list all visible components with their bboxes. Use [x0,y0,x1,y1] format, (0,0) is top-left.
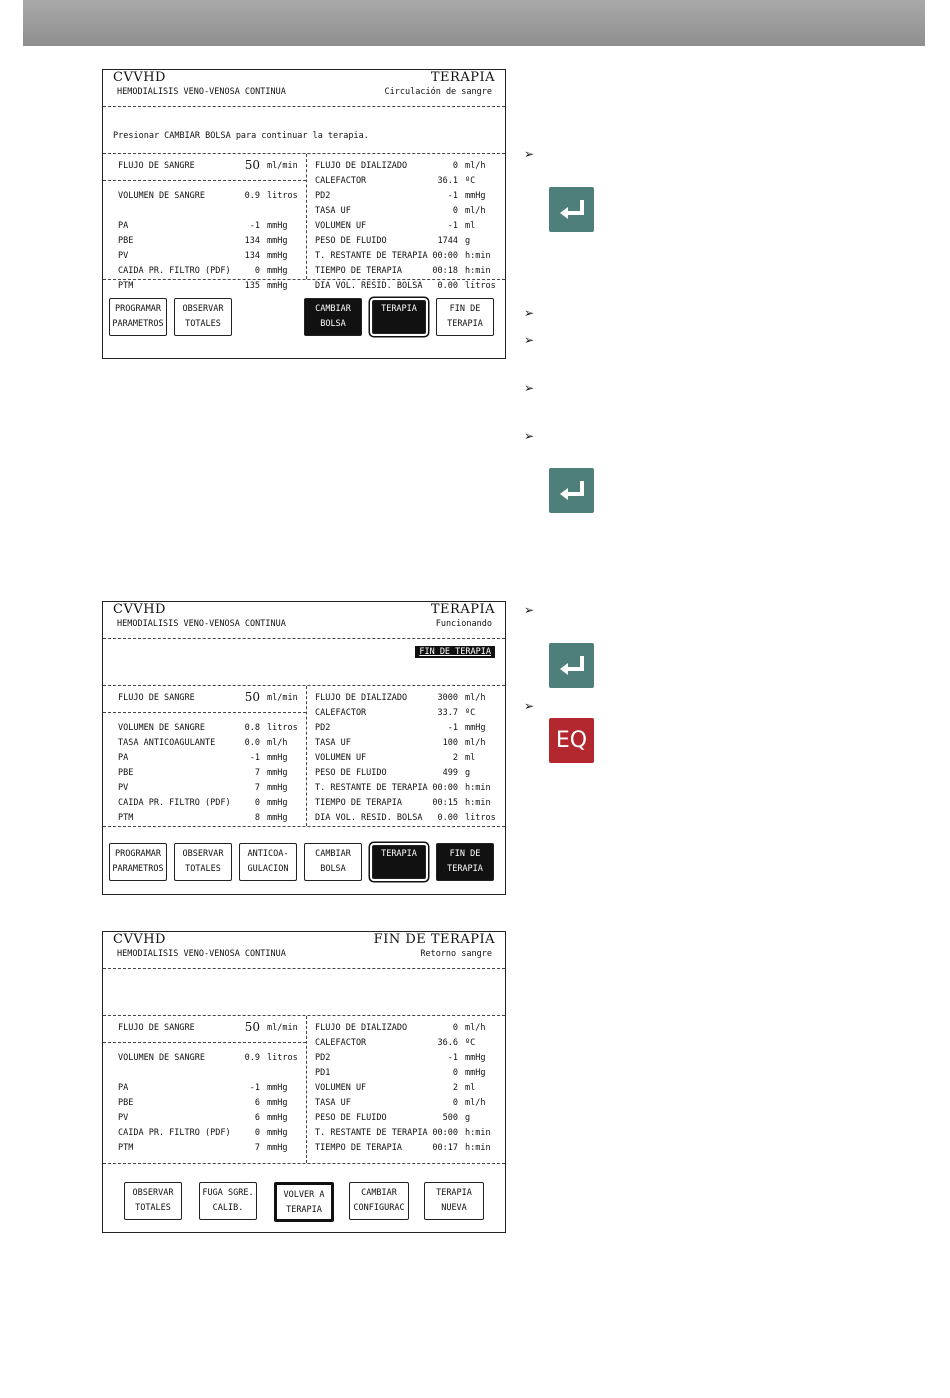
row-label: CALEFACTOR [315,708,367,718]
blood-flow-unit: ml/min [267,161,298,171]
row-unit: mmHg [267,1098,288,1108]
data-row [308,264,505,279]
row-unit: ºC [465,176,476,186]
data-row [103,1081,306,1096]
button-line: PROGRAMAR [114,849,162,859]
data-row [103,1096,306,1111]
observar-totales-button[interactable] [174,298,232,336]
terapia-nueva-button[interactable] [424,1182,484,1220]
row-label: TIEMPO DE TERAPIA [315,1143,402,1153]
button-line: FUGA SGRE. [202,1188,254,1198]
screen-therapy-running [102,601,506,895]
row-label: PA [118,221,129,231]
blood-flow-label: FLUJO DE SANGRE [118,1023,195,1033]
programar-parametros-button[interactable] [109,298,167,336]
button-line: TERAPIA [286,1205,322,1215]
therapy-mode: CVVHD [113,602,166,617]
left-column [103,154,307,291]
row-label: CAIDA PR. FILTRO (PDF) [118,1128,231,1138]
row-value: 0.00 [437,813,458,823]
row-value: 36.6 [437,1038,458,1048]
row-unit: mmHg [465,1068,486,1078]
row-unit: mmHg [465,723,486,733]
screen-header [103,602,505,639]
data-row [103,219,306,234]
row-label: CAIDA PR. FILTRO (PDF) [118,266,231,276]
row-value: -1 [249,1083,260,1093]
row-label: PESO DE FLUIDO [315,768,387,778]
therapy-state: TERAPIA [430,70,495,85]
right-column [308,686,505,826]
data-row [308,811,505,826]
row-unit: mmHg [267,1113,288,1123]
row-label: PD2 [315,723,331,733]
button-line: GULACION [247,864,289,874]
row-label: PV [118,1113,129,1123]
fin-de-terapia-badge: FIN DE TERAPIA [415,646,495,658]
cambiar-bolsa-button[interactable] [304,843,362,881]
row-label: PD1 [315,1068,331,1078]
row-unit: ml [465,753,476,763]
data-row [308,721,505,736]
row-value: 00:00 [432,783,458,793]
data-row [308,766,505,781]
row-unit: mmHg [267,798,288,808]
row-label: TIEMPO DE TERAPIA [315,798,402,808]
row-value: 0.9 [244,191,260,201]
row-value: 00:15 [432,798,458,808]
enter-key-icon [549,468,594,513]
data-row [103,766,306,781]
row-value: 0 [254,266,260,276]
fin-de-terapia-button[interactable] [436,843,494,881]
row-value: 6 [254,1098,260,1108]
button-line: CAMBIAR [315,849,351,859]
left-column [103,1016,307,1163]
row-value: -1 [447,1053,458,1063]
row-label: T. RESTANTE DE TERAPIA [315,251,428,261]
row-label: T. RESTANTE DE TERAPIA [315,1128,428,1138]
row-unit: mmHg [267,1143,288,1153]
fin-de-terapia-button[interactable] [436,298,494,336]
button-line: CAMBIAR [361,1188,397,1198]
button-line: CONFIGURAC [353,1203,405,1213]
row-label: VOLUMEN DE SANGRE [118,191,205,201]
row-value: 00:18 [432,266,458,276]
blood-flow-row [103,154,306,181]
row-value: 36.1 [437,176,458,186]
row-value: 0.00 [437,281,458,291]
row-unit: mmHg [267,221,288,231]
button-line: BOLSA [320,319,346,329]
data-row [308,1126,505,1141]
row-value: 0 [452,1023,458,1033]
row-unit: ºC [465,708,476,718]
row-value: -1 [447,221,458,231]
message-area [103,969,505,1016]
row-unit: ºC [465,1038,476,1048]
row-value: 0.0 [244,738,260,748]
button-line: VOLVER A [283,1190,325,1200]
cambiar-configurac-button[interactable] [349,1182,409,1220]
data-panel [103,1016,505,1164]
row-unit: h:min [465,1128,491,1138]
right-column [308,1016,505,1163]
blood-flow-value: 50 [244,1020,260,1034]
button-line: TERAPIA [447,864,483,874]
row-unit: ml/h [465,206,486,216]
data-row [103,234,306,249]
data-row [308,189,505,204]
bullet-arrow-icon: ➢ [524,306,535,320]
data-row [103,189,306,204]
data-row [308,706,505,721]
screen-blood-circulation [102,69,506,359]
row-label: VOLUMEN DE SANGRE [118,723,205,733]
data-panel [103,686,505,827]
row-unit: ml/h [465,693,486,703]
row-value: 0.9 [244,1053,260,1063]
data-row [308,234,505,249]
data-row [308,736,505,751]
row-value: 3000 [437,693,458,703]
row-unit: ml/h [267,738,288,748]
bullet-arrow-icon: ➢ [524,147,535,161]
row-value: 100 [442,738,458,748]
button-line: FIN DE [449,304,481,314]
data-row [308,1036,505,1051]
row-unit: mmHg [465,191,486,201]
row-unit: ml/h [465,161,486,171]
button-line: TERAPIA [381,304,417,314]
row-value: 7 [254,768,260,778]
bullet-arrow-icon: ➢ [524,381,535,395]
row-value: 500 [442,1113,458,1123]
row-label: PA [118,1083,129,1093]
right-column [308,154,505,291]
data-row [308,751,505,766]
data-row [103,1141,306,1156]
data-row [308,1066,505,1081]
row-unit: ml [465,221,476,231]
data-row [308,1111,505,1126]
row-unit: ml/h [465,1098,486,1108]
bullet-arrow-icon: ➢ [524,333,535,347]
row-value: 0 [254,1128,260,1138]
row-label: DIA VOL. RESID. BOLSA [315,281,423,291]
data-row [103,796,306,811]
row-value: -1 [249,221,260,231]
therapy-subtitle: HEMODIALISIS VENO-VENOSA CONTINUA [117,619,286,629]
row-unit: mmHg [267,813,288,823]
blood-flow-label: FLUJO DE SANGRE [118,161,195,171]
button-line: TOTALES [185,864,221,874]
row-unit: litros [465,281,496,291]
button-bar [103,298,505,358]
row-unit: ml/h [465,738,486,748]
row-value: 499 [442,768,458,778]
data-row [103,1111,306,1126]
row-unit: h:min [465,798,491,808]
row-label: TIEMPO DE TERAPIA [315,266,402,276]
data-row [308,691,505,706]
therapy-substate: Retorno sangre [420,949,492,959]
button-line: TERAPIA [436,1188,472,1198]
button-line: CAMBIAR [315,304,351,314]
row-label: PESO DE FLUIDO [315,236,387,246]
row-label: PBE [118,768,134,778]
data-row [308,174,505,189]
button-line: TOTALES [185,319,221,329]
data-panel [103,154,505,291]
row-unit: mmHg [267,236,288,246]
row-label: PBE [118,236,134,246]
volver-a-terapia-button[interactable] [274,1182,334,1222]
button-line: OBSERVAR [132,1188,174,1198]
data-row [308,159,505,174]
data-row [103,781,306,796]
row-label: PTM [118,281,134,291]
row-label: CAIDA PR. FILTRO (PDF) [118,798,231,808]
row-value: 0 [452,1068,458,1078]
observar-totales-button[interactable] [174,843,232,881]
row-value: 6 [254,1113,260,1123]
cambiar-bolsa-button[interactable] [304,298,362,336]
button-line: OBSERVAR [182,849,224,859]
row-label: VOLUMEN DE SANGRE [118,1053,205,1063]
row-value: 7 [254,1143,260,1153]
row-value: 0 [452,161,458,171]
row-label: T. RESTANTE DE TERAPIA [315,783,428,793]
screen-header [103,70,505,107]
data-row [308,1096,505,1111]
blood-flow-unit: ml/min [267,1023,298,1033]
row-label: FLUJO DE DIALIZADO [315,1023,408,1033]
row-unit: ml [465,1083,476,1093]
row-unit: mmHg [267,251,288,261]
data-row [103,751,306,766]
row-label: PD2 [315,1053,331,1063]
data-row [308,279,505,294]
row-label: DIA VOL. RESID. BOLSA [315,813,423,823]
blood-flow-row [103,1016,306,1043]
row-unit: mmHg [267,1083,288,1093]
therapy-subtitle: HEMODIALISIS VENO-VENOSA CONTINUA [117,87,286,97]
row-unit: g [465,236,471,246]
data-row [103,721,306,736]
message-area [103,639,505,686]
row-value: 33.7 [437,708,458,718]
blood-flow-value: 50 [244,690,260,704]
button-line: CALIB. [212,1203,244,1213]
row-unit: g [465,1113,471,1123]
blood-flow-row [103,686,306,713]
screen-header [103,932,505,969]
button-line: TOTALES [135,1203,171,1213]
button-line: ANTICOA- [247,849,289,859]
data-row [308,1081,505,1096]
row-value: 8 [254,813,260,823]
row-label: FLUJO DE DIALIZADO [315,161,408,171]
row-unit: mmHg [267,281,288,291]
data-row [308,781,505,796]
row-label: PESO DE FLUIDO [315,1113,387,1123]
row-unit: h:min [465,783,491,793]
data-row [103,1126,306,1141]
row-unit: h:min [465,251,491,261]
therapy-mode: CVVHD [113,70,166,85]
row-unit: mmHg [267,1128,288,1138]
screen-end-of-therapy [102,931,506,1233]
bullet-arrow-icon: ➢ [524,603,535,617]
row-label: PTM [118,1143,134,1153]
button-line: FIN DE [449,849,481,859]
therapy-substate: Funcionando [435,619,492,629]
row-unit: litros [267,1053,298,1063]
button-bar [103,1164,505,1232]
programar-parametros-button[interactable] [109,843,167,881]
row-unit: g [465,768,471,778]
observar-totales-button[interactable] [124,1182,182,1220]
button-line: TERAPIA [381,849,417,859]
row-value: 0.8 [244,723,260,733]
row-unit: ml/h [465,1023,486,1033]
button-line: PARAMETROS [112,864,164,874]
row-label: CALEFACTOR [315,1038,367,1048]
button-line: BOLSA [320,864,346,874]
anticoagulacion-button[interactable] [239,843,297,881]
row-label: TASA UF [315,738,351,748]
data-row [308,249,505,264]
row-label: PV [118,251,129,261]
terapia-button[interactable] [372,845,426,879]
row-unit: litros [267,723,298,733]
row-value: -1 [447,191,458,201]
row-label: TASA UF [315,206,351,216]
data-row [308,219,505,234]
row-value: 0 [452,206,458,216]
data-row [308,1141,505,1156]
row-unit: h:min [465,1143,491,1153]
row-label: PBE [118,1098,134,1108]
enter-key-icon [549,643,594,688]
enter-key-icon [549,187,594,232]
row-label: FLUJO DE DIALIZADO [315,693,408,703]
row-value: -1 [249,753,260,763]
blood-flow-value: 50 [244,158,260,172]
therapy-state: FIN DE TERAPIA [373,932,495,947]
button-line: NUEVA [441,1203,467,1213]
row-value: -1 [447,723,458,733]
data-row [308,796,505,811]
row-unit: h:min [465,266,491,276]
row-unit: mmHg [267,768,288,778]
row-unit: litros [267,191,298,201]
row-label: TASA UF [315,1098,351,1108]
data-row [103,264,306,279]
row-value: 00:17 [432,1143,458,1153]
eq-key-icon: EQ [549,718,594,763]
data-row [308,204,505,219]
row-unit: mmHg [267,753,288,763]
row-value: 135 [244,281,260,291]
page-header-bar [23,0,925,46]
row-label: PTM [118,813,134,823]
blood-flow-unit: ml/min [267,693,298,703]
row-label: VOLUMEN UF [315,753,367,763]
row-unit: litros [465,813,496,823]
row-value: 0 [254,798,260,808]
terapia-button[interactable] [372,300,426,334]
bullet-arrow-icon: ➢ [524,429,535,443]
row-value: 00:00 [432,251,458,261]
button-bar [103,827,505,894]
row-value: 0 [452,1098,458,1108]
row-label: PA [118,753,129,763]
left-column [103,686,307,826]
message-area [103,107,505,154]
fuga-sangre-calib-button[interactable] [199,1182,257,1220]
button-line: PARAMETROS [112,319,164,329]
data-row [308,1051,505,1066]
row-value: 00:00 [432,1128,458,1138]
row-label: PV [118,783,129,793]
row-unit: mmHg [267,783,288,793]
row-label: PD2 [315,191,331,201]
row-unit: mmHg [267,266,288,276]
data-row [103,249,306,264]
row-value: 7 [254,783,260,793]
button-line: OBSERVAR [182,304,224,314]
bullet-arrow-icon: ➢ [524,699,535,713]
row-unit: mmHg [465,1053,486,1063]
data-row [103,1051,306,1066]
row-value: 2 [452,1083,458,1093]
therapy-subtitle: HEMODIALISIS VENO-VENOSA CONTINUA [117,949,286,959]
data-row [103,811,306,826]
button-line: TERAPIA [447,319,483,329]
status-message: Presionar CAMBIAR BOLSA para continuar la terapia. [113,131,369,141]
row-label: VOLUMEN UF [315,221,367,231]
row-value: 1744 [437,236,458,246]
therapy-substate: Circulación de sangre [384,87,492,97]
row-label: CALEFACTOR [315,176,367,186]
row-value: 134 [244,251,260,261]
therapy-mode: CVVHD [113,932,166,947]
row-value: 134 [244,236,260,246]
therapy-state: TERAPIA [430,602,495,617]
button-line: PROGRAMAR [114,304,162,314]
row-label: VOLUMEN UF [315,1083,367,1093]
data-row [103,279,306,294]
blood-flow-label: FLUJO DE SANGRE [118,693,195,703]
row-value: 2 [452,753,458,763]
data-row [103,736,306,751]
data-row [308,1021,505,1036]
row-label: TASA ANTICOAGULANTE [118,738,216,748]
